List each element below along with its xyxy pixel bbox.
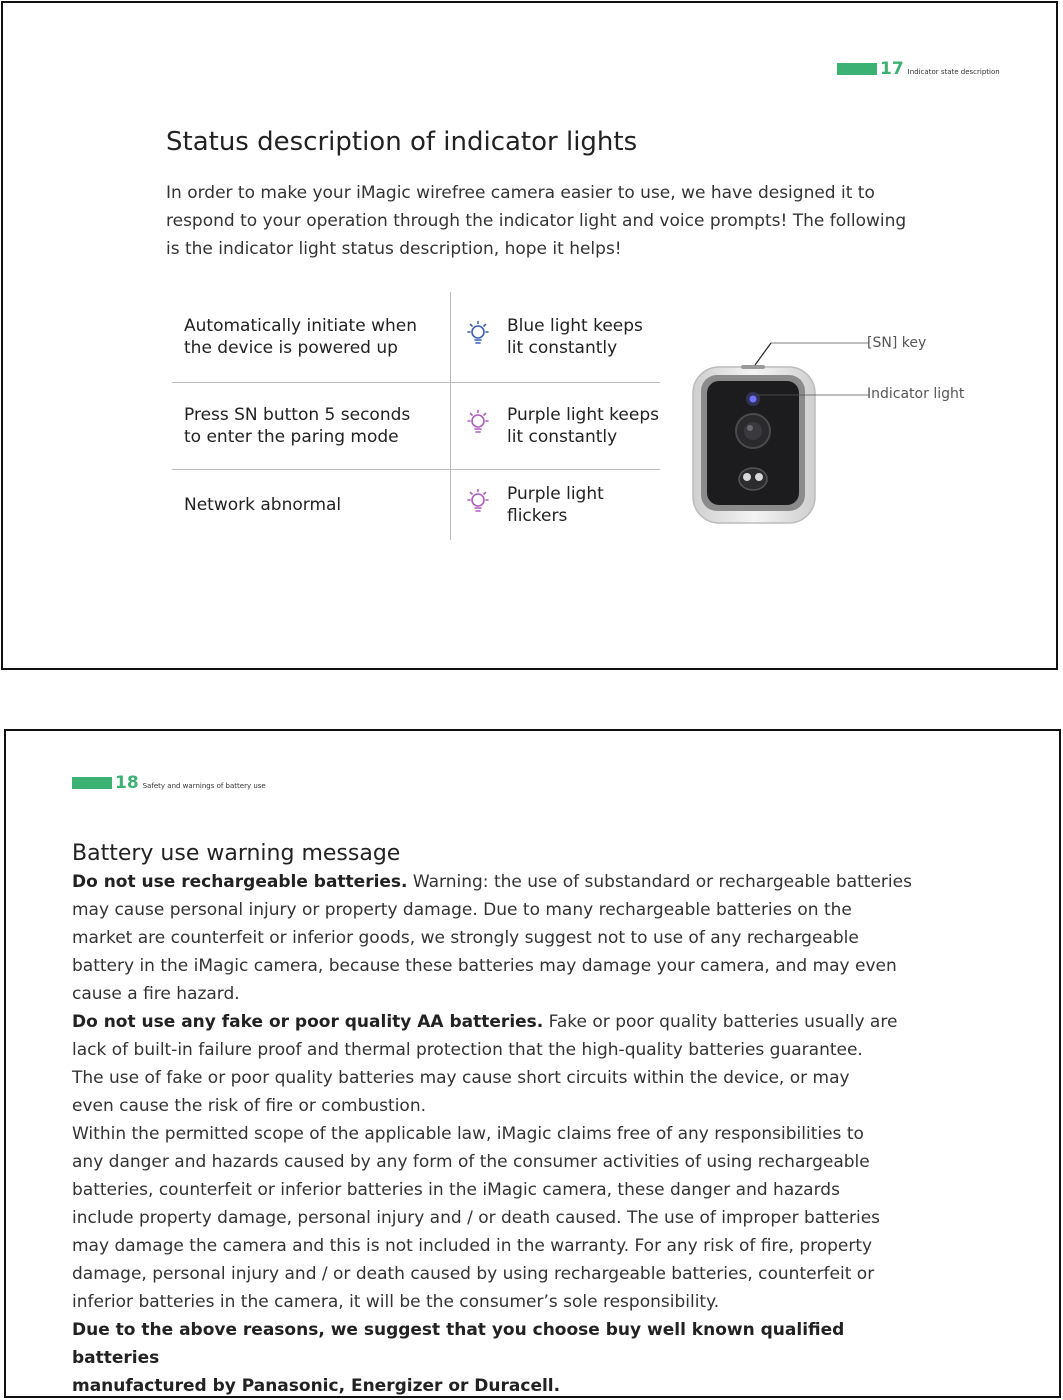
action-text: Press SN button 5 seconds <box>184 405 411 425</box>
action-cell <box>172 383 451 470</box>
warning-bold-lead: Do not use rechargeable batteries. <box>72 872 408 892</box>
warning-bold-lead: Do not use any fake or poor quality AA batteries. <box>72 1012 544 1032</box>
icon-cell <box>451 292 508 383</box>
intro-line: is the indicator light status description, hope it helps! <box>166 239 622 259</box>
action-cell <box>172 470 451 541</box>
sn-key-label: [SN] key <box>867 335 927 351</box>
para-line: lack of built-in failure proof and thermal protection that the high-quality batteries guarantee. <box>72 1040 863 1060</box>
page-18 <box>4 729 1061 1398</box>
intro-line: In order to make your iMagic wirefree camera easier to use, we have designed it to <box>166 183 875 203</box>
indicator-light-label: Indicator light <box>867 386 965 402</box>
para-line: include property damage, personal injury and / or death caused. The use of improper batteries <box>72 1208 881 1228</box>
action-text: the device is powered up <box>184 338 398 358</box>
state-text: Blue light keeps <box>507 316 643 336</box>
para-line: may damage the camera and this is not included in the warranty. For any risk of ﬁre, property <box>72 1236 873 1256</box>
accent-bar <box>72 777 112 789</box>
state-text: Purple light <box>507 484 604 504</box>
section-heading: Battery use warning message <box>72 841 401 866</box>
purple-bulb-icon <box>465 409 491 437</box>
page-number-header <box>837 61 1000 78</box>
action-text: Automatically initiate when <box>184 316 417 336</box>
battery-warning-section <box>72 841 912 1400</box>
para-line: Fake or poor quality batteries usually are <box>543 1012 898 1032</box>
para-line: The use of fake or poor quality batteries may cause short circuits within the device, or may <box>72 1068 850 1088</box>
para-line: damage, personal injury and / or death caused by using rechargeable batteries, counterfeit or <box>72 1264 875 1284</box>
indicator-status-table <box>172 292 660 540</box>
warning-paragraph-2 <box>72 1008 912 1120</box>
para-line: Within the permitted scope of the applicable law, iMagic claims free of any responsibilities to <box>72 1124 864 1144</box>
state-cell <box>507 470 660 541</box>
state-text: lit constantly <box>507 427 618 447</box>
recommendation-paragraph <box>72 1316 912 1400</box>
para-line: any danger and hazards caused by any form of the consumer activities of using rechargeable <box>72 1152 870 1172</box>
page-number: 17 <box>880 59 904 79</box>
icon-cell <box>451 383 508 470</box>
para-line: inferior batteries in the camera, it will be the consumer’s sole responsibility. <box>72 1292 720 1312</box>
state-text: flickers <box>507 506 568 526</box>
para-line: Warning: the use of substandard or rechargeable batteries <box>407 872 912 892</box>
table-row <box>172 470 660 541</box>
para-line: may cause personal injury or property damage. Due to many rechargeable batteries on the <box>72 900 852 920</box>
para-line: batteries, counterfeit or inferior batteries in the iMagic camera, these danger and hazards <box>72 1180 840 1200</box>
recommendation-line: Due to the above reasons, we suggest that you choose buy well known qualiﬁed batteries <box>72 1320 845 1368</box>
page-number-header <box>72 775 266 792</box>
table-row <box>172 383 660 470</box>
state-cell <box>507 292 660 383</box>
purple-bulb-icon <box>465 488 491 516</box>
state-text: Purple light keeps <box>507 405 659 425</box>
para-line: market are counterfeit or inferior goods, we strongly suggest not to use of any rechargeable <box>72 928 859 948</box>
page-number: 18 <box>115 773 139 793</box>
action-cell <box>172 292 451 383</box>
section-title: Indicator state description <box>907 68 1000 76</box>
state-cell <box>507 383 660 470</box>
blue-bulb-icon <box>465 320 491 348</box>
warning-paragraph-1 <box>72 868 912 1008</box>
callout-lines <box>743 333 873 403</box>
table-row <box>172 292 660 383</box>
disclaimer-paragraph <box>72 1120 912 1316</box>
para-line: cause a ﬁre hazard. <box>72 984 240 1004</box>
para-line: battery in the iMagic camera, because these batteries may damage your camera, and may even <box>72 956 897 976</box>
action-text: Network abnormal <box>184 495 342 515</box>
accent-bar <box>837 63 877 75</box>
intro-paragraph <box>166 179 906 263</box>
page-title: Status description of indicator lights <box>166 127 638 157</box>
action-text: to enter the paring mode <box>184 427 399 447</box>
state-text: lit constantly <box>507 338 618 358</box>
page-17 <box>1 1 1058 670</box>
para-line: even cause the risk of ﬁre or combustion. <box>72 1096 427 1116</box>
section-title: Safety and warnings of battery use <box>142 782 266 790</box>
icon-cell <box>451 470 508 541</box>
intro-line: respond to your operation through the indicator light and voice prompts! The following <box>166 211 907 231</box>
recommendation-line: manufactured by Panasonic, Energizer or Duracell. <box>72 1376 561 1396</box>
